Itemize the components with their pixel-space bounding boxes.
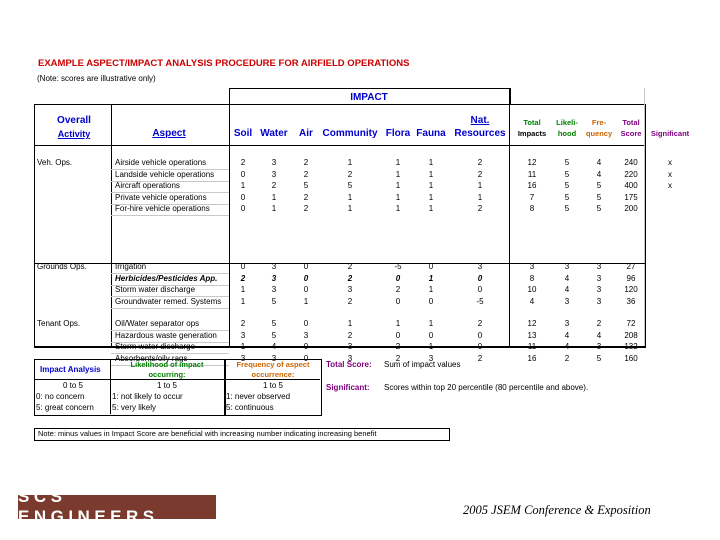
legend-significant-label: Significant: [326,383,370,392]
scs-engineers-logo: SCS ENGINEERS [18,495,216,519]
value-cell: 1 [240,296,246,306]
value-cell: 2 [271,181,277,190]
header-overall: Overall [57,115,91,126]
value-cell: 1 [303,296,309,306]
legend-frequency-title-2: occurrence: [251,370,295,379]
value-cell: 3 [596,296,602,306]
value-cell: 10 [527,285,537,294]
value-cell: x [668,169,672,179]
aspect-cell: Landside vehicle operations [115,169,215,179]
value-cell: 0 [428,330,434,340]
value-cell: 1 [428,158,434,167]
header-likelihood-2: hood [557,129,577,138]
value-cell: 1 [477,192,483,202]
value-cell: 3 [240,330,246,340]
aspect-cell: Absorbents/oily rags [115,353,188,363]
value-cell: 1 [395,204,401,213]
value-cell: 400 [624,181,638,190]
value-cell: 1 [395,192,401,202]
value-cell: 5 [564,158,570,167]
value-cell: 2 [240,273,246,283]
value-cell: 5 [303,181,309,190]
value-cell: 0 [303,319,309,328]
value-cell: 3 [271,353,277,363]
value-cell: 3 [596,342,602,351]
value-cell: 5 [347,181,353,190]
value-cell: 1 [271,204,277,213]
value-cell: 5 [596,204,602,213]
value-cell: 240 [624,158,638,167]
header-total-score-1: Total [622,118,640,127]
header-total-score-2: Score [620,129,642,138]
value-cell: x [668,181,672,190]
value-cell: 3 [347,285,353,294]
value-cell: 2 [303,204,309,213]
value-cell: 3 [240,353,246,363]
value-cell: 5 [596,192,602,202]
value-cell: 4 [271,342,277,351]
value-cell: 0 [395,296,401,306]
value-cell: 3 [477,262,483,271]
header-nat: Nat. [470,115,490,126]
header-air: Air [299,128,313,139]
header-flora: Flora [385,128,411,139]
value-cell: 3 [271,158,277,167]
value-cell: 1 [428,319,434,328]
value-cell: 12 [527,158,537,167]
value-cell: 1 [428,273,434,283]
legend-frequency-5: 5: continuous [226,403,274,412]
value-cell: 4 [564,273,570,283]
header-soil: Soil [233,128,253,139]
value-cell: 72 [626,319,636,328]
legend-likelihood-range: 1 to 5 [156,381,178,390]
value-cell: 3 [564,296,570,306]
sheet-title: EXAMPLE ASPECT/IMPACT ANALYSIS PROCEDURE FOR AIRFIELD OPERATIONS [38,58,410,69]
aspect-cell: For-hire vehicle operations [115,204,210,213]
value-cell: 3 [428,353,434,363]
value-cell: 3 [564,262,570,271]
value-cell: 1 [347,158,353,167]
activity-label: Grounds Ops. [37,262,87,271]
header-total-impacts-1: Total [523,118,541,127]
value-cell: 1 [395,158,401,167]
legend-impact-5: 5: great concern [36,403,94,412]
value-cell: 208 [624,330,638,340]
value-cell: 8 [529,204,535,213]
value-cell: 3 [596,273,602,283]
value-cell: 2 [347,273,353,283]
legend-likelihood-5: 5: very likely [112,403,157,412]
aspect-cell: Hazardous waste generation [115,330,217,340]
header-aspect: Aspect [152,128,186,139]
legend-likelihood-title-2: occurring: [148,370,186,379]
value-cell: 2 [477,319,483,328]
value-cell: 2 [347,296,353,306]
value-cell: 16 [527,181,537,190]
value-cell: x [668,158,672,167]
value-cell: 0 [303,353,309,363]
value-cell: 5 [596,353,602,363]
legend-frequency-range: 1 to 5 [262,381,284,390]
value-cell: 2 [347,262,353,271]
value-cell: 1 [395,181,401,190]
value-cell: 1 [240,342,246,351]
value-cell: 3 [529,262,535,271]
value-cell: 2 [477,158,483,167]
value-cell: 0 [477,342,483,351]
value-cell: 2 [395,285,401,294]
value-cell: 0 [477,285,483,294]
header-resources: Resources [454,128,506,139]
value-cell: 0 [303,285,309,294]
header-water: Water [260,128,288,139]
value-cell: 0 [303,273,309,283]
activity-label: Tenant Ops. [37,319,81,328]
main-table-frame [34,104,646,348]
value-cell: 0 [477,273,483,283]
note-top: (Note: scores are illustrative only) [37,74,156,83]
value-cell: 175 [624,192,638,202]
value-cell: 0 [303,262,309,271]
aspect-cell: Airside vehicle operations [115,158,207,167]
value-cell: 5 [564,204,570,213]
aspect-cell: Storm water discharge [115,342,196,351]
value-cell: 1 [347,204,353,213]
value-cell: 4 [596,169,602,179]
value-cell: 4 [564,285,570,294]
header-frequency-1: Fre- [591,118,607,127]
value-cell: 1 [428,192,434,202]
header-fauna: Fauna [416,128,446,139]
value-cell: 4 [596,158,602,167]
value-cell: 3 [271,285,277,294]
value-cell: 12 [527,319,537,328]
legend-total-score-text: Sum of impact values [384,360,461,369]
value-cell: 1 [240,285,246,294]
aspect-cell: Storm water discharge [115,285,196,294]
value-cell: 0 [395,330,401,340]
value-cell: 1 [428,342,434,351]
value-cell: 1 [347,319,353,328]
legend-impact-title: Impact Analysis [40,365,101,374]
header-activity: Activity [57,129,91,139]
value-cell: 0 [428,262,434,271]
value-cell: 3 [347,353,353,363]
value-cell: 1 [395,169,401,179]
value-cell: 2 [303,192,309,202]
aspect-impact-sheet [30,55,690,450]
value-cell: 3 [271,169,277,179]
legend-significant-text: Scores within top 20 percentile (80 percentile and above). [384,383,589,392]
value-cell: 200 [624,204,638,213]
activity-label: Veh. Ops. [37,158,73,167]
value-cell: 220 [624,169,638,179]
value-cell: 7 [529,192,535,202]
value-cell: 4 [564,342,570,351]
value-cell: 3 [271,262,277,271]
value-cell: 0 [477,330,483,340]
value-cell: 0 [395,273,401,283]
header-community: Community [322,128,378,139]
value-cell: 2 [477,204,483,213]
legend-impact-range: 0 to 5 [62,381,84,390]
value-cell: 2 [395,342,401,351]
value-cell: 3 [347,342,353,351]
value-cell: 2 [240,319,246,328]
value-cell: 4 [564,330,570,340]
legend-likelihood-1: 1: not likely to occur [112,392,183,401]
value-cell: 5 [564,169,570,179]
header-significant: Significant [650,129,690,138]
value-cell: -5 [394,262,402,271]
value-cell: 8 [529,273,535,283]
value-cell: 3 [596,262,602,271]
value-cell: 1 [428,181,434,190]
value-cell: 3 [564,319,570,328]
value-cell: 1 [428,285,434,294]
value-cell: 2 [347,169,353,179]
value-cell: 1 [347,192,353,202]
legend-frequency-title-1: Frequency of aspect [236,360,310,369]
value-cell: 5 [564,192,570,202]
value-cell: 5 [271,296,277,306]
value-cell: 0 [303,342,309,351]
value-cell: -5 [476,296,484,306]
value-cell: 0 [240,169,246,179]
value-cell: 1 [477,181,483,190]
value-cell: 2 [395,353,401,363]
aspect-cell: Oil/Water separator ops [115,319,200,328]
value-cell: 160 [624,353,638,363]
legend-frequency-1: 1: never observed [226,392,291,401]
value-cell: 2 [596,319,602,328]
value-cell: 3 [271,273,277,283]
value-cell: 36 [626,296,636,306]
value-cell: 2 [477,353,483,363]
value-cell: 96 [626,273,636,283]
legend-likelihood-title-1: Likelihood of impact [130,360,204,369]
header-likelihood-1: Likeli- [556,118,578,127]
value-cell: 0 [428,296,434,306]
value-cell: 0 [240,204,246,213]
value-cell: 5 [596,181,602,190]
aspect-cell: Private vehicle operations [115,192,207,202]
value-cell: 3 [596,285,602,294]
value-cell: 1 [428,204,434,213]
value-cell: 4 [529,296,535,306]
value-cell: 2 [347,330,353,340]
value-cell: 1 [395,319,401,328]
value-cell: 1 [240,181,246,190]
value-cell: 4 [596,330,602,340]
aspect-cell: Aircraft operations [115,181,180,190]
header-frequency-2: quency [585,129,613,138]
value-cell: 16 [527,353,537,363]
aspect-cell: Groundwater remed. Systems [115,296,222,306]
value-cell: 13 [527,330,537,340]
value-cell: 0 [240,192,246,202]
note-bottom: Note: minus values in Impact Score are beneficial with increasing number indicating increasing benefit [38,429,377,438]
value-cell: 132 [624,342,638,351]
value-cell: 5 [271,330,277,340]
value-cell: 2 [564,353,570,363]
value-cell: 5 [564,181,570,190]
value-cell: 0 [240,262,246,271]
value-cell: 27 [626,262,636,271]
value-cell: 3 [303,330,309,340]
impact-header: IMPACT [350,92,388,103]
value-cell: 120 [624,285,638,294]
value-cell: 2 [240,158,246,167]
value-cell: 2 [303,169,309,179]
aspect-cell: Herbicides/Pesticides App. [115,273,218,283]
value-cell: 2 [477,169,483,179]
value-cell: 11 [527,342,537,351]
legend-total-score-label: Total Score: [326,360,372,369]
aspect-cell: Irrigation [115,262,147,271]
legend-impact-0: 0: no concern [36,392,85,401]
value-cell: 1 [428,169,434,179]
footer-caption: 2005 JSEM Conference & Exposition [463,503,651,517]
value-cell: 1 [271,192,277,202]
value-cell: 5 [271,319,277,328]
value-cell: 2 [303,158,309,167]
header-total-impacts-2: Impacts [517,129,547,138]
value-cell: 11 [527,169,537,179]
